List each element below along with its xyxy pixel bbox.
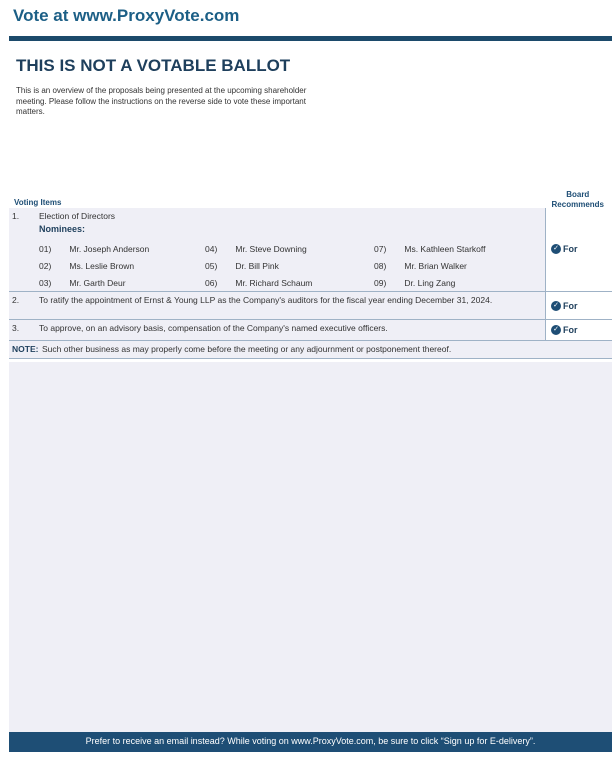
nominee-code: 02) bbox=[39, 261, 52, 271]
edelivery-message: Prefer to receive an email instead? While voting on www.ProxyVote.com, be sure to click “Sign up for E-delivery”. bbox=[85, 736, 536, 746]
nominee-code: 03) bbox=[39, 278, 52, 288]
nominees-label: Nominees: bbox=[39, 224, 86, 234]
note-label: NOTE: bbox=[12, 344, 39, 354]
item-number: 3. bbox=[12, 323, 20, 333]
nominee-name: Mr. Joseph Anderson bbox=[69, 244, 150, 254]
nominee-04 bbox=[205, 244, 307, 254]
voting-item-2 bbox=[9, 292, 612, 320]
nominee-code: 07) bbox=[374, 244, 387, 254]
blank-panel bbox=[9, 362, 612, 732]
item-text: To ratify the appointment of Ernst & Young LLP as the Company's auditors for the fiscal year ending December 31, 2024. bbox=[39, 295, 493, 305]
recommendation-cell bbox=[545, 292, 612, 319]
recommendation-cell bbox=[545, 320, 612, 340]
nominee-05 bbox=[205, 261, 279, 271]
footer-bar bbox=[9, 732, 612, 752]
nominee-01 bbox=[39, 244, 149, 254]
nominee-name: Mr. Steve Downing bbox=[235, 244, 307, 254]
note-text: Such other business as may properly come before the meeting or any adjournment or postponement thereof. bbox=[42, 344, 452, 354]
nominee-name: Dr. Ling Zang bbox=[404, 278, 456, 288]
nominee-02 bbox=[39, 261, 134, 271]
voting-item-1 bbox=[9, 208, 612, 292]
item-number: 1. bbox=[12, 211, 20, 221]
nominee-name: Mr. Garth Deur bbox=[69, 278, 126, 288]
recommendation-for bbox=[551, 301, 578, 311]
nominee-code: 09) bbox=[374, 278, 387, 288]
nominee-07 bbox=[374, 244, 485, 254]
recommendation-label: For bbox=[563, 244, 578, 254]
note-row bbox=[9, 341, 612, 359]
recommendation-cell bbox=[545, 208, 612, 291]
notice-title: THIS IS NOT A VOTABLE BALLOT bbox=[16, 56, 291, 75]
recommendation-for bbox=[551, 244, 578, 254]
item-text: Election of Directors bbox=[39, 211, 116, 221]
nominee-03 bbox=[39, 278, 126, 288]
site-header bbox=[0, 0, 614, 36]
recommendation-label: For bbox=[563, 325, 578, 335]
voting-items-header: Voting Items bbox=[14, 198, 62, 207]
board-recommends-line2: Recommends bbox=[551, 199, 604, 209]
board-recommends-line1: Board bbox=[566, 190, 590, 199]
recommendation-for bbox=[551, 325, 578, 335]
nominee-06 bbox=[205, 278, 312, 288]
nominee-code: 06) bbox=[205, 278, 218, 288]
nominee-09 bbox=[374, 278, 455, 288]
nominee-name: Ms. Kathleen Starkoff bbox=[404, 244, 486, 254]
intro-text: This is an overview of the proposals being presented at the upcoming shareholder meeting. Please follow the instructions on the reverse side to vote these important matters. bbox=[16, 86, 307, 116]
board-recommends-header bbox=[552, 190, 604, 209]
nominee-code: 01) bbox=[39, 244, 52, 254]
check-circle-icon: ✓ bbox=[551, 244, 561, 254]
nominee-name: Mr. Brian Walker bbox=[404, 261, 467, 271]
voting-item-3 bbox=[9, 320, 612, 341]
check-circle-icon: ✓ bbox=[551, 325, 561, 335]
vote-url-title[interactable]: Vote at www.ProxyVote.com bbox=[13, 6, 240, 25]
header-divider bbox=[9, 36, 612, 41]
item-number: 2. bbox=[12, 295, 20, 305]
nominee-code: 04) bbox=[205, 244, 218, 254]
nominee-code: 08) bbox=[374, 261, 387, 271]
nominee-name: Mr. Richard Schaum bbox=[235, 278, 313, 288]
check-circle-icon: ✓ bbox=[551, 301, 561, 311]
nominee-08 bbox=[374, 261, 467, 271]
nominee-name: Ms. Leslie Brown bbox=[69, 261, 135, 271]
recommendation-label: For bbox=[563, 301, 578, 311]
nominee-code: 05) bbox=[205, 261, 218, 271]
nominee-name: Dr. Bill Pink bbox=[235, 261, 279, 271]
item-text: To approve, on an advisory basis, compensation of the Company's named executive officers. bbox=[39, 323, 388, 333]
